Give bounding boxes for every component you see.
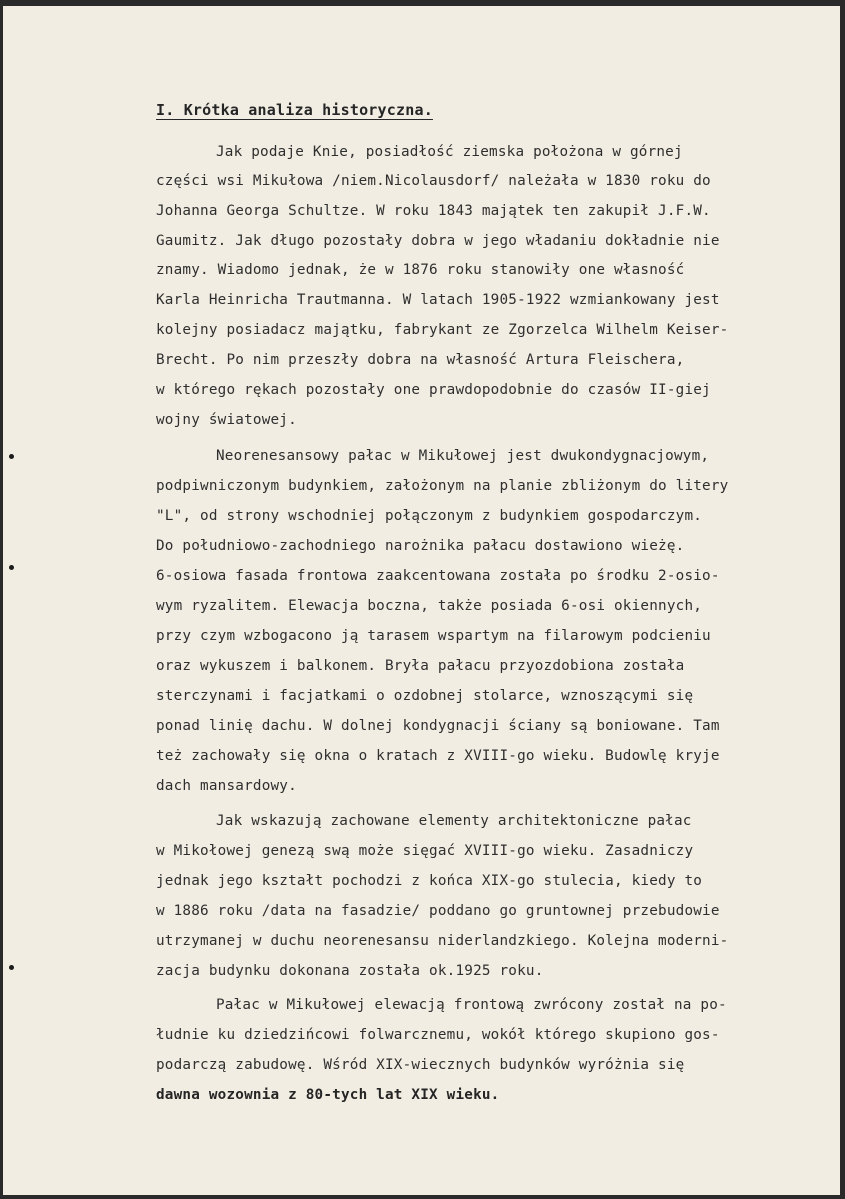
text-line: Gaumitz. Jak długo pozostały dobra w jego władaniu dokładnie nie	[156, 233, 720, 249]
text-line: Jak wskazują zachowane elementy architektoniczne pałac	[216, 813, 692, 829]
text-line: dach mansardowy.	[156, 778, 297, 794]
text-line: części wsi Mikułowa /niem.Nicolausdorf/ należała w 1830 roku do	[156, 173, 711, 189]
scan-edge-right	[840, 0, 845, 1199]
punch-hole-mark	[9, 565, 14, 570]
text-line: Pałac w Mikułowej elewacją frontową zwrócony został na po-	[216, 997, 727, 1013]
scan-edge-left	[0, 0, 3, 1199]
text-line: wojny światowej.	[156, 412, 297, 428]
scan-edge-top	[0, 0, 845, 6]
text-line: w 1886 roku /data na fasadzie/ poddano go gruntownej przebudowie	[156, 903, 720, 919]
text-line: w którego rękach pozostały one prawdopodobnie do czasów II-giej	[156, 382, 711, 398]
text-line: podpiwniczonym budynkiem, założonym na planie zbliżonym do litery	[156, 478, 729, 494]
text-line: Johanna Georga Schultze. W roku 1843 majątek ten zakupił J.F.W.	[156, 203, 711, 219]
text-line: Brecht. Po nim przeszły dobra na własność Artura Fleischera,	[156, 352, 685, 368]
text-line: oraz wykuszem i balkonem. Bryła pałacu przyozdobiona została	[156, 658, 685, 674]
text-line: przy czym wzbogacono ją tarasem wspartym na filarowym podcieniu	[156, 628, 711, 644]
text-line: też zachowały się okna o kratach z XVIII-go wieku. Budowlę kryje	[156, 748, 720, 764]
text-line: jednak jego kształt pochodzi z końca XIX-go stulecia, kiedy to	[156, 873, 703, 889]
punch-hole-mark	[9, 965, 14, 970]
text-line: zacja budynku dokonana została ok.1925 roku.	[156, 963, 544, 979]
text-line: ponad linię dachu. W dolnej kondygnacji ściany są boniowane. Tam	[156, 718, 720, 734]
text-line: utrzymanej w duchu neorenesansu niderlandzkiego. Kolejna moderni-	[156, 933, 729, 949]
text-line: w Mikołowej genezą swą może sięgać XVIII-go wieku. Zasadniczy	[156, 843, 694, 859]
text-line: Do południowo-zachodniego narożnika pałacu dostawiono wieżę.	[156, 538, 685, 554]
text-line: łudnie ku dziedzińcowi folwarcznemu, wokół którego skupiono gos-	[156, 1027, 720, 1043]
text-line: sterczynami i facjatkami o ozdobnej stolarce, wznoszącymi się	[156, 688, 694, 704]
text-line: podarczą zabudowę. Wśród XIX-wiecznych budynków wyróżnia się	[156, 1057, 685, 1073]
text-line: "L", od strony wschodniej połączonym z budynkiem gospodarczym.	[156, 508, 703, 524]
text-line: Karla Heinricha Trautmanna. W latach 1905-1922 wzmiankowany jest	[156, 292, 720, 308]
text-line: wym ryzalitem. Elewacja boczna, także posiada 6-osi okiennych,	[156, 598, 703, 614]
section-heading: I. Krótka analiza historyczna.	[156, 101, 433, 119]
text-line: znamy. Wiadomo jednak, że w 1876 roku stanowiły one własność	[156, 262, 685, 278]
text-line: dawna wozownia z 80-tych lat XIX wieku.	[156, 1087, 500, 1103]
text-line: Jak podaje Knie, posiadłość ziemska położona w górnej	[216, 144, 683, 160]
text-line: Neorenesansowy pałac w Mikułowej jest dwukondygnacjowym,	[216, 448, 710, 464]
text-line: kolejny posiadacz majątku, fabrykant ze Zgorzelca Wilhelm Keiser-	[156, 322, 729, 338]
punch-hole-mark	[9, 454, 14, 459]
scan-edge-bottom	[0, 1195, 845, 1199]
text-line: 6-osiowa fasada frontowa zaakcentowana została po środku 2-osio-	[156, 568, 720, 584]
